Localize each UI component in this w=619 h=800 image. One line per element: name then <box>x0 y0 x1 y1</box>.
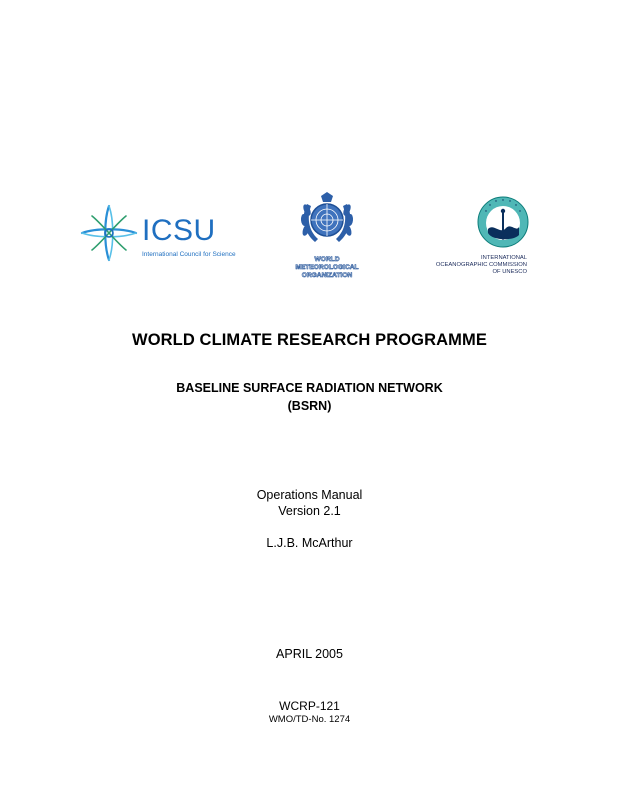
icsu-logo <box>78 200 268 268</box>
programme-title: WORLD CLIMATE RESEARCH PROGRAMME <box>132 331 487 349</box>
wmo-label-line-3: ORGANIZATION <box>301 272 353 279</box>
ioc-label-line-3: OF UNESCO <box>492 269 527 275</box>
icsu-star-icon <box>78 202 140 264</box>
publication-date: APRIL 2005 <box>276 647 343 661</box>
icsu-subtitle: International Council for Science <box>142 251 236 258</box>
ioc-emblem-icon <box>476 195 530 249</box>
ioc-logo <box>430 195 530 281</box>
network-title: BASELINE SURFACE RADIATION NETWORK <box>176 381 443 395</box>
ioc-label-line-1: INTERNATIONAL <box>481 255 527 261</box>
wmo-logo <box>288 190 366 286</box>
document-author: L.J.B. McArthur <box>266 536 353 550</box>
report-number: WCRP-121 <box>279 699 340 713</box>
wmo-label-line-1: WORLD <box>314 256 340 263</box>
network-abbreviation: (BSRN) <box>287 399 332 413</box>
icsu-wordmark: ICSU <box>142 214 216 247</box>
wmo-emblem-icon <box>299 190 355 248</box>
ioc-label-line-2: OCEANOGRAPHIC COMMISSION <box>435 262 527 268</box>
document-type: Operations Manual <box>256 488 363 502</box>
document-version: Version 2.1 <box>278 504 341 518</box>
wmo-label-line-2: METEOROLOGICAL <box>295 264 359 271</box>
wmo-document-number: WMO/TD-No. 1274 <box>268 714 351 725</box>
